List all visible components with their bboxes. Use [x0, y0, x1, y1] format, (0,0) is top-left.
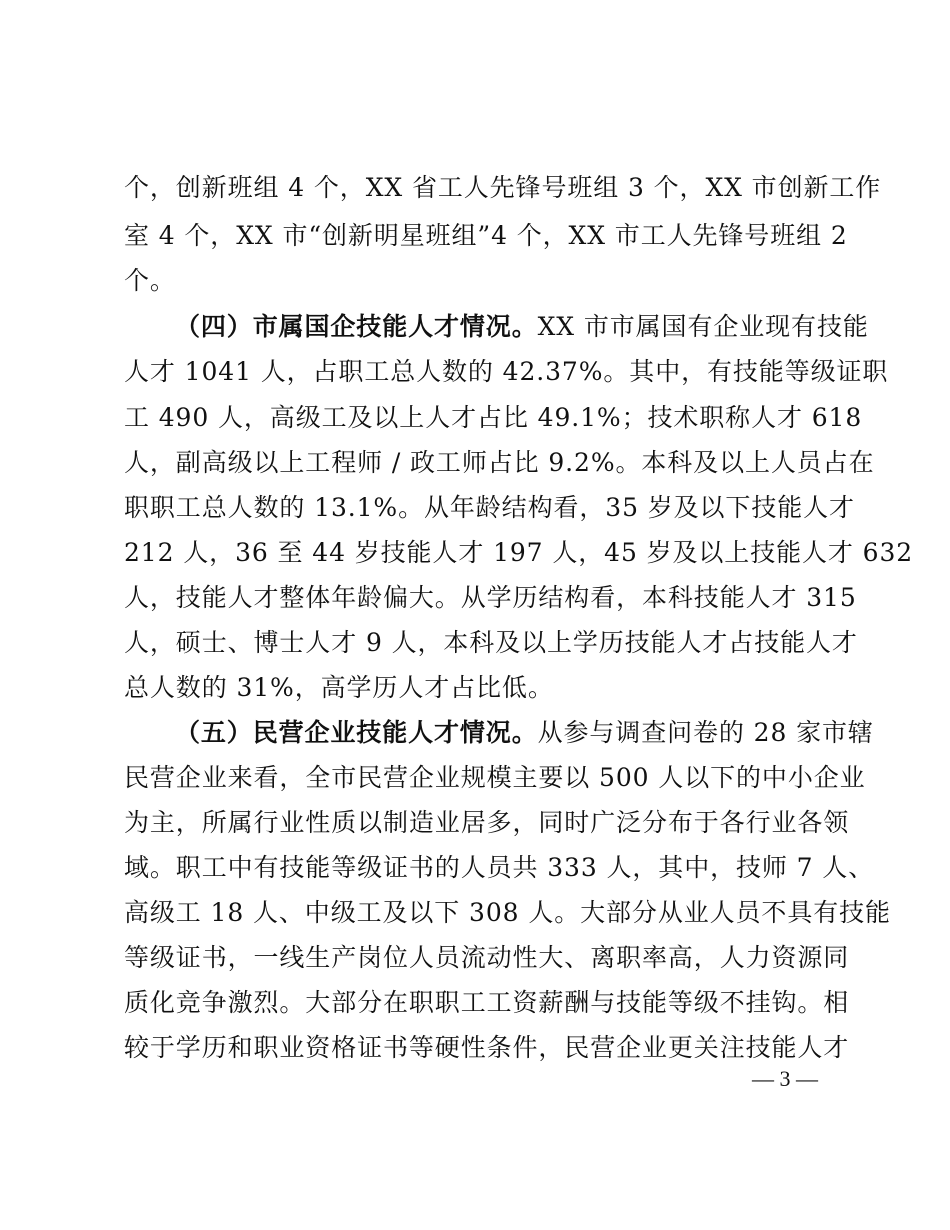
paragraph-line: 工 490 人，高级工及以上人才占比 49.1%；技术职称人才 618: [124, 403, 863, 432]
section-5-first-line-text: 从参与调查问卷的 28 家市辖: [537, 718, 874, 747]
section-4-first-line-text: XX 市市属国有企业现有技能: [537, 312, 869, 341]
paragraph-line: 个。: [124, 266, 176, 295]
section-4-first-line: [175, 312, 869, 342]
paragraph-line: 人，技能人才整体年龄偏大。从学历结构看，本科技能人才 315: [124, 583, 857, 612]
paragraph-line: 等级证书，一线生产岗位人员流动性大、离职率高，人力资源同: [124, 943, 850, 972]
paragraph-line: 人，硕士、博士人才 9 人，本科及以上学历技能人才占技能人才: [124, 628, 858, 657]
paragraph-line: 个，创新班组 4 个，XX 省工人先锋号班组 3 个，XX 市创新工作: [124, 173, 882, 202]
paragraph-line: 人才 1041 人，占职工总人数的 42.37%。其中，有技能等级证职: [124, 357, 889, 386]
paragraph-line: 职职工总人数的 13.1%。从年龄结构看，35 岁及以下技能人才: [124, 493, 855, 522]
paragraph-line: 较于学历和职业资格证书等硬性条件，民营企业更关注技能人才: [124, 1033, 850, 1062]
section-5-heading: （五）民营企业技能人才情况。: [175, 718, 538, 747]
paragraph-line: 室 4 个，XX 市“创新明星班组”4 个，XX 市工人先锋号班组 2: [124, 221, 848, 250]
paragraph-line: 域。职工中有技能等级证书的人员共 333 人，其中，技师 7 人、: [124, 853, 875, 882]
paragraph-line: 总人数的 31%，高学历人才占比低。: [124, 673, 554, 702]
paragraph-line: 212 人，36 至 44 岁技能人才 197 人，45 岁及以上技能人才 632: [124, 538, 914, 567]
section-5-first-line: [175, 718, 874, 748]
paragraph-line: 人，副高级以上工程师 / 政工师占比 9.2%。本科及以上人员占在: [124, 448, 875, 477]
paragraph-line: 高级工 18 人、中级工及以下 308 人。大部分从业人员不具有技能: [124, 898, 891, 927]
section-4-heading: （四）市属国企技能人才情况。: [175, 312, 538, 341]
paragraph-line: 质化竞争激烈。大部分在职职工工资薪酬与技能等级不挂钩。相: [124, 988, 850, 1017]
paragraph-line: 为主，所属行业性质以制造业居多，同时广泛分布于各行业各领: [124, 808, 850, 837]
paragraph-line: 民营企业来看，全市民营企业规模主要以 500 人以下的中小企业: [124, 763, 866, 792]
page-number: — 3 —: [752, 1066, 818, 1091]
